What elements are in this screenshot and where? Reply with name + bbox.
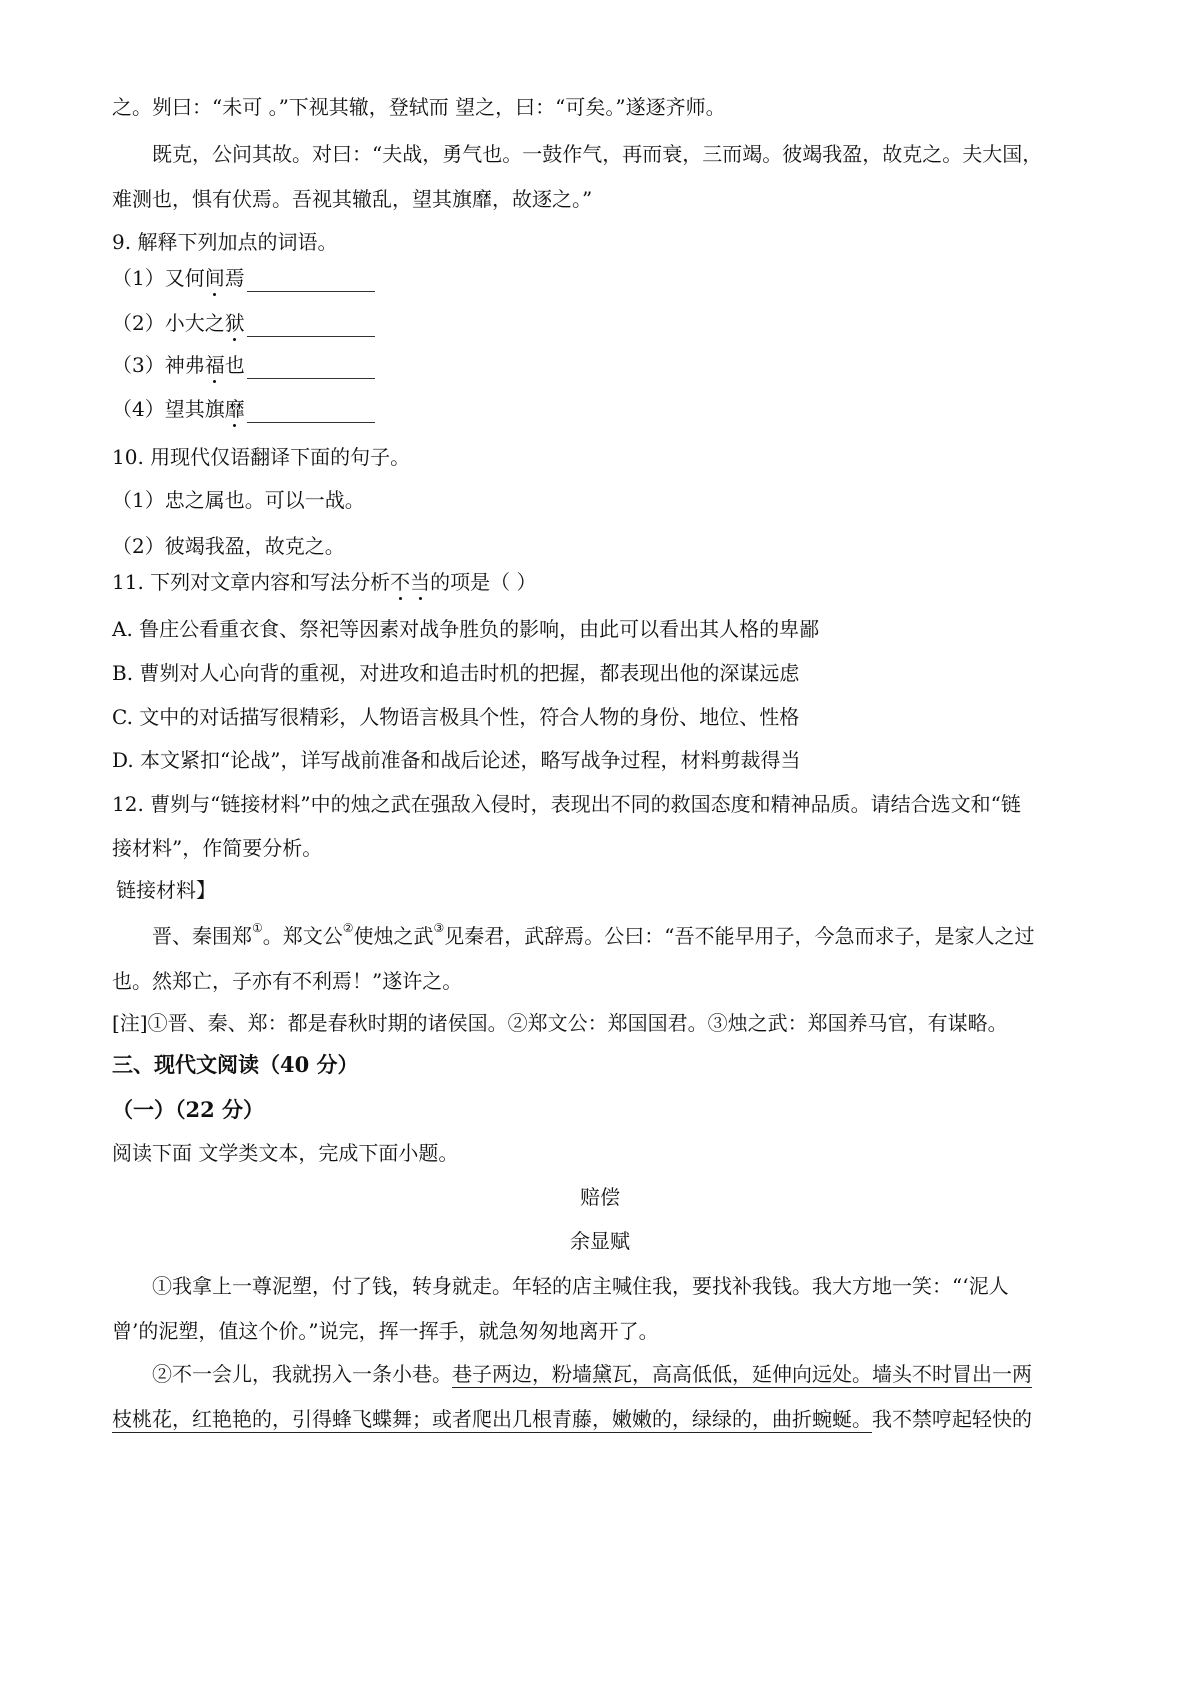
subsection-title: （一）（22 分） [112,1097,265,1122]
story-paragraph-2a [152,1360,1032,1388]
answer-blank[interactable] [247,314,375,337]
dotted-char: 福 [204,353,225,377]
story-text: ②不一会儿，我就拐入一条小巷。 [152,1362,452,1386]
answer-blank[interactable] [247,269,375,292]
dotted-char: 靡 [224,397,245,421]
question-10-title: 10. 用现代仅语翻译下面的句子。 [112,445,411,469]
q11-option-a: A. 鲁庄公看重衣食、祭祀等因素对战争胜负的影响，由此可以看出其人格的卑鄙 [112,617,820,641]
q9-item-3 [112,351,375,379]
q11-text: 的项是（ ） [430,570,537,594]
underlined-text: 枝桃花，红艳艳的，引得蜂飞蝶舞；或者爬出几根青藤，嫩嫩的，绿绿的，曲折蜿蜒。 [112,1407,872,1431]
dotted-char: 间 [204,266,225,290]
question-12-line-1: 12. 曹刿与“链接材料”中的烛之武在强敌入侵时，表现出不同的救国态度和精神品质。请结合选文和“链 [112,792,1021,816]
section-title: 三、现代文阅读（40 分） [112,1052,359,1077]
link-text: 晋、秦围郑 [152,924,252,948]
passage-line: 难测也，惧有伏焉。吾视其辙乱，望其旗靡，故逐之。” [112,187,593,211]
footnote-mark: ① [252,921,263,935]
link-text: 见秦君，武辞焉。公曰：“吾不能早用子，今急而求子，是家人之过 [444,924,1035,948]
passage-line: 之。刿曰：“未可 。”下视其辙，登轼而 望之，曰：“可矣。”遂逐齐师。 [112,95,726,119]
story-paragraph-2b [112,1405,1032,1433]
question-12-line-2: 接材料”，作简要分析。 [112,836,323,860]
story-paragraph-1a: ①我拿上一尊泥塑，付了钱，转身就走。年轻的店主喊住我，要找补我钱。我大方地一笑：“‘泥人 [152,1274,1009,1298]
q9-item-2 [112,309,375,337]
q11-option-b: B. 曹刿对人心向背的重视，对进攻和追击时机的把握，都表现出他的深谋远虑 [112,661,800,685]
dotted-char: 不 [390,570,411,594]
dotted-char: 狱 [224,311,245,335]
link-material-line-1 [152,922,1035,950]
q10-sentence-2: （2）彼竭我盈，故克之。 [112,534,345,558]
question-11-title [112,568,537,596]
q9-text: （3）神弗 [112,353,205,377]
q9-text: 也 [224,353,245,377]
question-9-title: 9. 解释下列加点的词语。 [112,230,338,254]
answer-blank[interactable] [247,356,375,379]
link-text: 使烛之武 [353,924,434,948]
dotted-char: 当 [410,570,431,594]
link-material-line-2: 也。然郑亡，子亦有不利焉！”遂许之。 [112,969,463,993]
q11-option-d: D. 本文紧扣“论战”，详写战前准备和战后论述，略写战争过程，材料剪裁得当 [112,748,801,772]
story-paragraph-1b: 曾’的泥塑，值这个价。”说完，挥一挥手，就急匆匆地离开了。 [112,1319,659,1343]
link-text: 。郑文公 [262,924,343,948]
q9-item-4 [112,395,375,423]
q9-text: （4）望其旗 [112,397,225,421]
q9-text: （1）又何 [112,266,205,290]
q9-text: 焉 [224,266,245,290]
link-material-heading: 链接材料】 [116,878,216,902]
q11-text: 11. 下列对文章内容和写法分析 [112,570,391,594]
story-text: 我不禁哼起轻快的 [872,1407,1032,1431]
answer-blank[interactable] [247,400,375,423]
story-author: 余显赋 [570,1229,630,1253]
footnote-mark: ② [342,921,354,935]
link-material-note: [注]①晋、秦、郑：都是春秋时期的诸侯国。②郑文公：郑国国君。③烛之武：郑国养马官，有谋略。 [112,1011,1008,1035]
q10-sentence-1: （1）忠之属也。可以一战。 [112,488,365,512]
story-title: 赔偿 [580,1185,620,1209]
section-intro: 阅读下面 文学类文本，完成下面小题。 [112,1141,459,1165]
footnote-mark: ③ [433,921,445,935]
underlined-text: 巷子两边，粉墙黛瓦，高高低低，延伸向远处。墙头不时冒出一两 [452,1362,1032,1386]
q9-item-1 [112,264,375,292]
passage-line: 既克，公问其故。对曰：“夫战，勇气也。一鼓作气，再而衰，三而竭。彼竭我盈，故克之。夫大国， [152,142,1043,166]
q9-text: （2）小大之 [112,311,225,335]
q11-option-c: C. 文中的对话描写很精彩，人物语言极具个性，符合人物的身份、地位、性格 [112,705,800,729]
